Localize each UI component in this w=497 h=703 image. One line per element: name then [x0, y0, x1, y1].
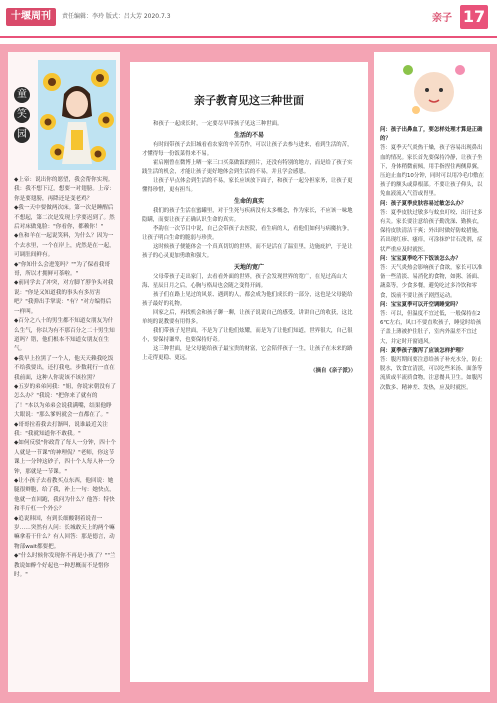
article-subheading: 天地的宽广 [233, 264, 264, 271]
article-paragraph: 我们的孩子生活在蜜罐里，对于生死与疾病没有太多概念，作为家长，不应该一味地隐瞒，而要让孩子正确认识生命的真实。 [142, 208, 353, 223]
joke-paragraph: ◆"你知什么会进笼吗？""为了保看我哥哥，所以才拥鲜可茶啦。" [14, 261, 110, 278]
joke-paragraph: ◆百分之八十的男生都不知道女朋友为什么生气，你以为有不那百分之二十男生知道吗？错，他们根本不知道女朋友在生气。 [14, 318, 115, 353]
girl-with-sunflowers-illustration [38, 60, 116, 170]
article-paragraph: 这三种世面，是父母能给孩子最宝贵的财富，它会陪伴孩子一生，让孩子在未来的路上走得更稳、更远。 [142, 346, 353, 361]
question: 问：孩子出鼻血了，要怎样处理才算是正确的？ [380, 127, 483, 143]
answer: 答：夏季皮肤过敏多与蚊虫叮咬、出汗过多有关。家长要注意给孩子勤洗澡、勤换衣，保持皮肤清洁干爽；外出时做好防蚊措施，若出现红疹、瘙痒，可涂抹炉甘石洗剂，症状严重应及时就医。 [380, 209, 483, 253]
page-number: 17 [460, 5, 488, 29]
article-paragraph: 让孩子早点体会到生活的不易，家长应该放下面子，和孩子一起分担家务，让孩子更懂得珍惜，更有担当。 [142, 178, 353, 193]
question: 问：宝宝夏季吃不下饭该怎么办？ [380, 255, 461, 262]
joke-paragraph: ◆五岁的弟弟问我："姐，你说宋朝没有了怎么办？"我说："把你来了就有的了！"本以为弟弟会说我满嘴，结果他睁大眼说："那么爹妈就会一直都在了。" [14, 383, 116, 419]
jokes-title-char: 园 [14, 127, 30, 143]
qa-text [380, 126, 484, 393]
answer: 答：可以，但温度不宜过低，一般保持在26℃左右，风口不要直吹孩子，睡觉时给孩子盖上薄被护住肚子，室内外温差不宜过大，并定时开窗通风。 [380, 311, 482, 345]
joke-paragraph: ◆哥哥拉着我去打渐叫，说谁最近关注我："我就知道你不敢我。" [14, 421, 108, 437]
joke-paragraph: ◆如何反驳"你政背了每人一分钟，四十个人就是一节课"的神理侃？"老师，你这节课上一分钟这砂子，四十个人每人补一分钟，那就是一节课。" [14, 440, 116, 475]
article-subheading: 生活的不易 [233, 132, 264, 139]
page-header [0, 0, 497, 42]
article-paragraph: 我们带孩子见世面，不是为了让他们炫耀，而是为了让他们知道，世界很大，自己很小，要保持谦卑，也要保持好奇。 [142, 328, 353, 343]
joke-paragraph: ◆"什么时候你发现你不再是小孩了？""兰教说如醉个好起也一种思概而不是惜你时。" [14, 553, 116, 579]
baby-illustration [394, 58, 474, 118]
question: 问：孩子夏季皮肤容易过敏怎么办？ [380, 200, 467, 207]
joke-paragraph: ◆前同学去了冲突，对方脚丫脖争头对我说："你是又知道我的事头有多厉害吧？"我弹出手掌说："有？"对方编得后一样叫。 [14, 280, 114, 315]
joke-paragraph: ◆追说韩国，有到长细酸钢着说青一岁……突然有人问：长城敢天上的两个嘛嘛拿着干什么？有人回答：那是德言，动物部wait都要把。 [14, 515, 115, 550]
jokes-text [14, 176, 116, 580]
article-subheading: 生命的真实 [233, 198, 264, 205]
qa-column [374, 52, 490, 692]
joke-paragraph: ◆上帝：说出你的愿望，我会帮你实现。我：我不想下辽，想要一对翅膀。上帝：你是要翅膀，再降还是变老鸡？ [14, 177, 115, 202]
article-source: （摘自《亲子派》） [310, 368, 356, 374]
article-paragraph: 这时候孩子便能体会一个真真切切的世界，而不是活在了温室里，边施庇护，于是让孩子的心灵更加勇敢和强大。 [142, 244, 353, 259]
article-paragraph: 霍启刚曾在微博上晒一家三口买菜做饭的照片，还没有特别的地方，而是给了孩子实践生活的机会，才能让孩子更好地体会到生活的不易，并且学会感恩。 [142, 160, 353, 175]
article-title: 亲子教育见这三种世面 [194, 94, 304, 107]
masthead: 十堰周刊 [6, 8, 56, 26]
article-paragraph: 父母带孩子走出家门，去看看外面的世界，孩子会发现世界的宽广，在见过高山大海、星辰日月之后，心胸与格局也会随之变得开阔。 [142, 274, 348, 289]
article-paragraph: 回家之后，再找机会和孩子聊一聊，让孩子说说自己的感受，讲讲自己的收获，这比单纯的说教要有用得多。 [142, 310, 353, 325]
joke-paragraph: ◆我一天中要做两次床。第一次是睡醒后不想起，第二次是发现上学要迟到了。然后对床做鬼脸："你看你，都赖你！" [14, 205, 115, 231]
answer: 答：天气炎热会影响孩子食欲，家长可以准备一些清淡、易消化的食物，如粥、汤面、蔬菜等，少食多餐，避免吃过多冷饮和零食，饭前不要让孩子剧烈运动。 [380, 265, 483, 299]
editor-credits: 责任编辑：李玲 版式：吕大芳 2020.7.3 [62, 13, 171, 20]
jokes-title [14, 87, 32, 147]
article-paragraph: 李韵在一次节目中说，自己会带孩子去医院，看生病的人，看他们如何与病魔抗争，让孩子明白生命的脆弱与珍贵。 [142, 226, 353, 241]
article-paragraph: 孩子们在路上见过的风景、遇到的人，都会成为他们成长的一部分，这也是父母能给孩子最好的礼物。 [142, 292, 353, 307]
jokes-title-char: 童 [14, 87, 30, 103]
joke-paragraph: ◆我早上拉黑了一个人，他天天赖我吃饭不给我要出，还打我电，步数耗行一直在我前面，这种人你说该不该拉黑？ [14, 355, 115, 381]
question: 问：夏季孩子腹泻了应该怎样护理？ [380, 347, 467, 354]
section-name: 亲子 [432, 13, 452, 24]
joke-paragraph: ◆鱼和羊在一起说笑料，为什么？因为一个去水里，一个在岸上，虎然是在一起，可调肚间鲜有。 [14, 233, 115, 259]
article-paragraph: 和孩子一起成长时，一定要尽早带孩子见这三种世面。 [153, 121, 283, 127]
question: 问：宝宝夏季可以开空调睡觉吗？ [380, 301, 461, 308]
header-rule [0, 36, 497, 38]
answer: 答：腹泻期间要注意给孩子补充水分，防止脱水，饮食宜清淡，可以吃些米汤、面条等流质或半流质食物，注意餐具卫生。如腹泻次数多、精神差、发热，应及时就医。 [380, 357, 483, 391]
article-body [142, 120, 356, 376]
main-article [130, 62, 368, 682]
answer: 答：夏季天气炎热干燥，孩子容易出现鼻出血的情况。家长首先要保持冷静，让孩子坐下，身体稍微前倾，用手指捏住两侧鼻翼，压迫止血约10分钟，同时可以用冷毛巾敷在孩子的额头或鼻根部。不要让孩子仰头，以免血液流入气管或胃里。 [380, 145, 484, 198]
jokes-column [8, 52, 120, 692]
joke-paragraph: ◆让小孩子去看教买点东西，他回说：她腿很辫胞，给了我，补上一句：她快点，他就一直回跑，我问为什么？他答：特快和半斤杠一个外公？ [14, 478, 115, 513]
jokes-title-char: 笑 [14, 107, 30, 123]
article-paragraph: 有时间带孩子去旧城看看农家的辛苦劳作，可以让孩子去参与进来，看到生活的苦，才懂得每一份饭菜得来不易。 [142, 142, 353, 157]
